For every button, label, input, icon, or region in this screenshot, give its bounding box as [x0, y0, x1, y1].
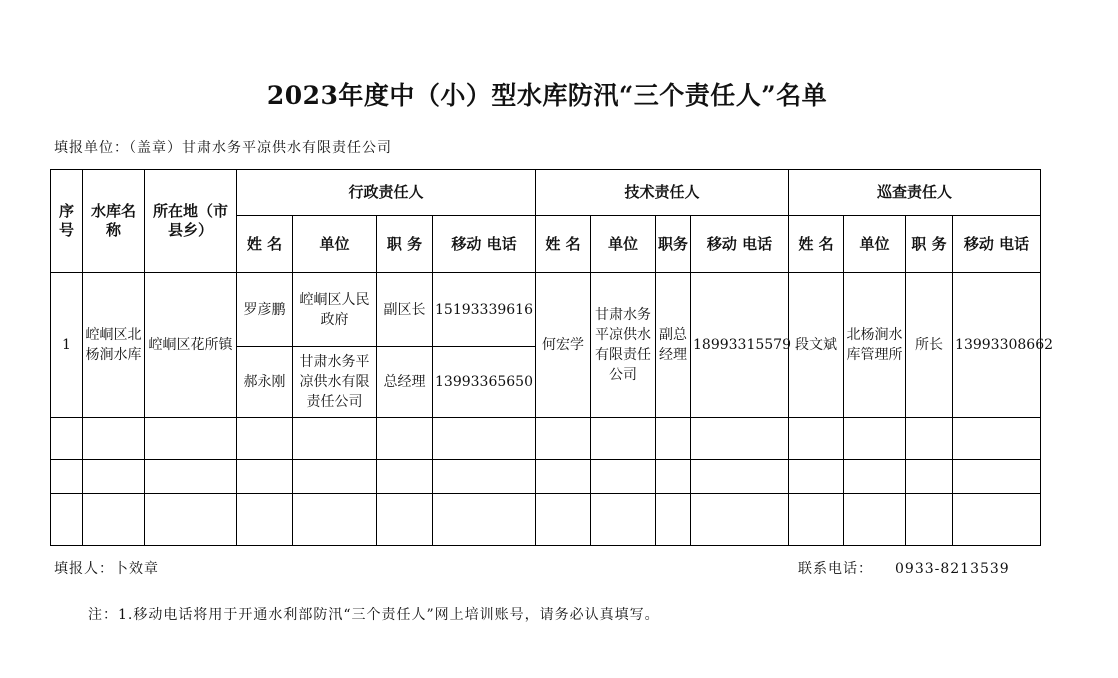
header-admin-name: 姓 名 — [237, 216, 293, 273]
header-location: 所在地（市县乡） — [145, 170, 237, 273]
row-location: 崆峒区花所镇 — [145, 273, 237, 418]
filler-label: 填报人： — [54, 561, 114, 577]
row-reservoir: 崆峒区北杨涧水库 — [83, 273, 145, 418]
document-title: 2023年度中（小）型水库防汛“三个责任人”名单 — [266, 81, 828, 110]
header-admin-unit: 单位 — [293, 216, 377, 273]
filler-info — [54, 558, 159, 578]
reporting-unit: 填报单位：（盖章）甘肃水务平凉供水有限责任公司 — [54, 140, 392, 156]
responsibility-table — [50, 169, 1054, 546]
admin-2-position: 总经理 — [377, 347, 433, 418]
tech-unit: 甘肃水务平凉供水有限责任公司 — [591, 273, 656, 418]
header-tech-position: 职务 — [656, 216, 691, 273]
admin-1-phone: 15193339616 — [433, 273, 536, 347]
contact-label: 联系电话： — [798, 561, 873, 577]
header-patrol-group: 巡查责任人 — [789, 170, 1041, 216]
header-seq: 序号 — [51, 170, 83, 273]
header-admin-position: 职 务 — [377, 216, 433, 273]
empty-row — [51, 460, 1041, 494]
header-patrol-unit: 单位 — [844, 216, 906, 273]
row-seq: 1 — [51, 273, 83, 418]
contact-phone: 0933-8213539 — [895, 561, 1010, 577]
tech-phone: 18993315579 — [691, 273, 789, 418]
header-admin-mobile: 移动 电话 — [433, 216, 536, 273]
header-tech-mobile: 移动 电话 — [691, 216, 789, 273]
tech-name: 何宏学 — [536, 273, 591, 418]
header-tech-name: 姓 名 — [536, 216, 591, 273]
header-tech-group: 技术责任人 — [536, 170, 789, 216]
patrol-name: 段文斌 — [789, 273, 844, 418]
admin-2-name: 郝永刚 — [237, 347, 293, 418]
header-admin-group: 行政责任人 — [237, 170, 536, 216]
empty-row — [51, 418, 1041, 460]
patrol-position: 所长 — [906, 273, 953, 418]
admin-2-unit: 甘肃水务平凉供水有限责任公司 — [293, 347, 377, 418]
patrol-unit: 北杨涧水库管理所 — [844, 273, 906, 418]
contact-info — [798, 558, 1010, 578]
admin-2-phone: 13993365650 — [433, 347, 536, 418]
patrol-phone: 13993308662 — [953, 273, 1041, 418]
tech-position: 副总经理 — [656, 273, 691, 418]
filler-name: 卜效章 — [114, 561, 159, 577]
footnote: 注：1.移动电话将用于开通水利部防汛“三个责任人”网上培训账号，请务必认真填写。 — [88, 607, 660, 623]
header-patrol-position: 职 务 — [906, 216, 953, 273]
admin-1-name: 罗彦鹏 — [237, 273, 293, 347]
empty-row — [51, 494, 1041, 546]
admin-1-unit: 崆峒区人民政府 — [293, 273, 377, 347]
header-tech-unit: 单位 — [591, 216, 656, 273]
header-patrol-name: 姓 名 — [789, 216, 844, 273]
header-reservoir-name: 水库名称 — [83, 170, 145, 273]
admin-1-position: 副区长 — [377, 273, 433, 347]
header-patrol-mobile: 移动 电话 — [953, 216, 1041, 273]
